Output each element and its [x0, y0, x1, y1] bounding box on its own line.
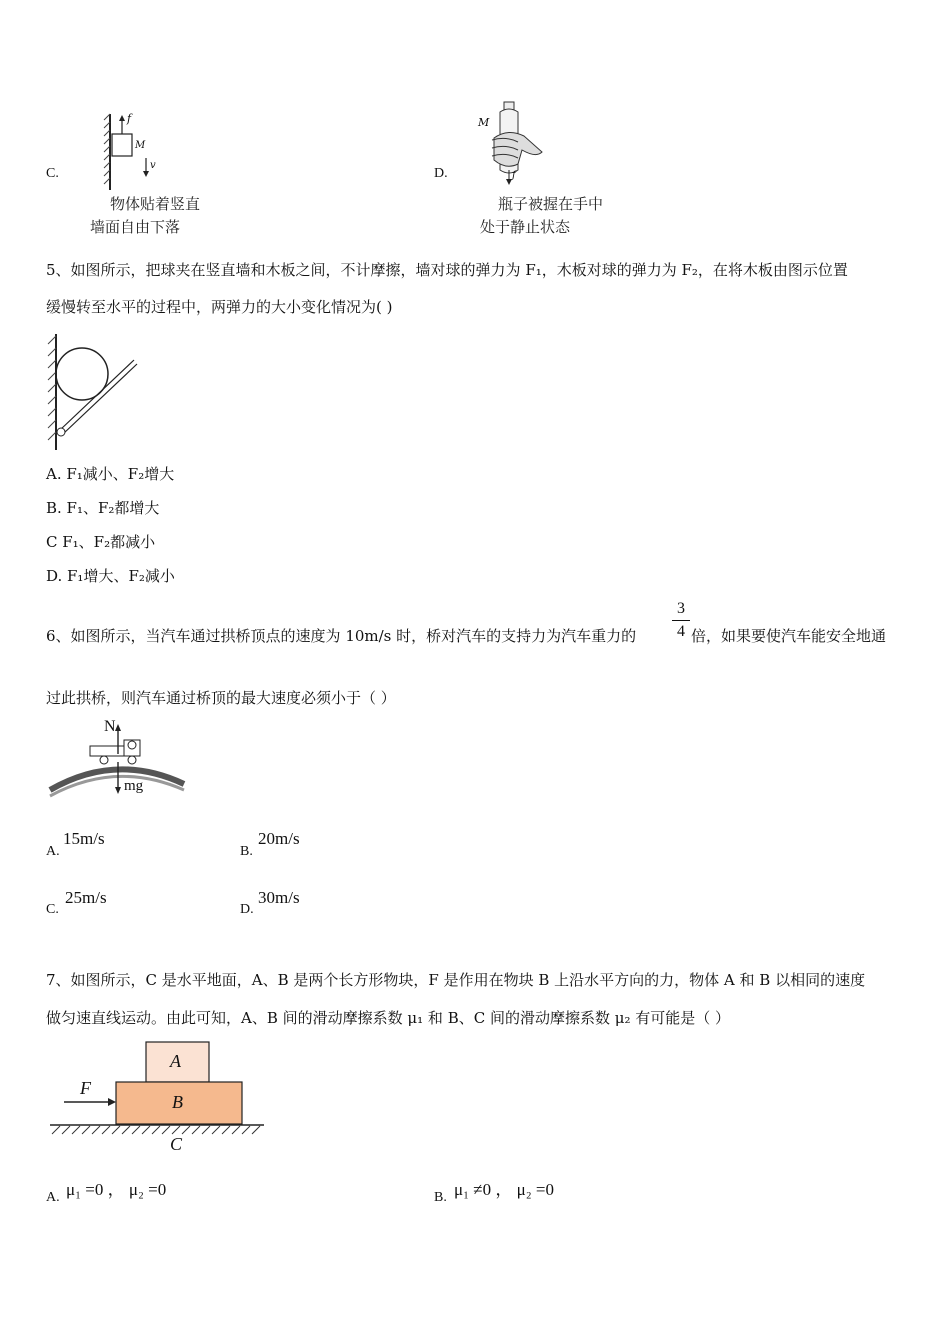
q6-option-c-label: C. — [46, 902, 59, 917]
q4-option-c-caption-1: 物体贴着竖直 — [110, 195, 201, 213]
q7-option-a-label: A. — [46, 1190, 60, 1205]
q5-option-b[interactable]: B. F₁、F₂都增大 — [46, 499, 160, 517]
q7-fig-label-b: B — [172, 1092, 183, 1112]
q5-option-d[interactable]: D. F₁增大、F₂减小 — [46, 567, 175, 585]
q7-fig-label-c: C — [170, 1134, 183, 1154]
q4-option-d-caption-1: 瓶子被握在手中 — [498, 195, 604, 213]
q5-figure-ball-wall-board — [44, 330, 140, 452]
q4-d-fig-label-m: M — [478, 116, 490, 129]
q7-option-a-value[interactable]: μ₁ =0 ， μ₂ =0 — [66, 1180, 167, 1199]
q4-option-c-figure — [100, 112, 170, 192]
q5-stem-line-2: 缓慢转至水平的过程中，两弹力的大小变化情况为( ) — [46, 298, 393, 316]
q6-stem-line-2: 过此拱桥，则汽车通过桥顶的最大速度必须小于（ ） — [46, 689, 396, 707]
q7-stem-line-1: 7、如图所示，C 是水平地面，A、B 是两个长方形物块，F 是作用在物块 B 上沿水平方向的力，物体 A 和 B 以相同的速度 — [46, 971, 866, 989]
q7-stem-line-2: 做匀速直线运动。由此可知，A、B 间的滑动摩擦系数 μ₁ 和 B、C 间的滑动摩擦系数 μ₂ 有可能是（ ） — [46, 1009, 731, 1027]
q6-fig-label-mg: mg — [124, 778, 144, 794]
q6-option-a-label: A. — [46, 844, 60, 859]
q4-option-c-caption-2: 墙面自由下落 — [90, 218, 181, 236]
q4-d-fig-label-f: f — [512, 170, 516, 181]
q4-c-fig-label-v: v — [150, 160, 156, 171]
q4-c-fig-label-f: f — [127, 112, 132, 125]
q4-option-d-figure — [478, 100, 558, 190]
q5-option-a[interactable]: A. F₁减小、F₂增大 — [46, 465, 175, 483]
q6-fig-label-n: N — [104, 718, 116, 735]
q6-fraction — [672, 600, 690, 641]
q6-option-b-label: B. — [240, 844, 253, 859]
q5-stem-line-1: 5、如图所示，把球夹在竖直墙和木板之间，不计摩擦，墙对球的弹力为 F₁，木板对球的弹力为 F₂，在将木板由图示位置 — [46, 261, 848, 279]
q6-fraction-bar — [672, 620, 690, 621]
q6-stem-line-1-after: 倍，如果要使汽车能安全地通 — [691, 627, 887, 645]
q7-option-b-value[interactable]: μ₁ ≠0 ， μ₂ =0 — [454, 1180, 554, 1199]
q6-option-d-label: D. — [240, 902, 254, 917]
q6-fraction-numerator: 3 — [677, 600, 685, 617]
q6-fraction-denominator: 4 — [677, 623, 685, 640]
q7-fig-label-a: A — [170, 1051, 181, 1071]
q7-fig-label-f: F — [80, 1078, 91, 1098]
q6-stem-line-1: 6、如图所示，当汽车通过拱桥顶点的速度为 10m/s 时，桥对汽车的支持力为汽车重力的 — [46, 627, 637, 645]
q4-option-d-caption-2: 处于静止状态 — [480, 218, 571, 236]
q6-option-c-value[interactable]: 25m/s — [65, 888, 107, 907]
q6-figure-car-on-bridge — [46, 718, 191, 800]
q6-option-a-value[interactable]: 15m/s — [63, 829, 105, 848]
q4-option-d-label: D. — [434, 166, 448, 181]
q6-option-d-value[interactable]: 30m/s — [258, 888, 300, 907]
q7-option-b-label: B. — [434, 1190, 447, 1205]
q4-option-c-label: C. — [46, 166, 59, 181]
q6-option-b-value[interactable]: 20m/s — [258, 829, 300, 848]
q4-c-fig-label-m: M — [135, 140, 146, 151]
q5-option-c[interactable]: C F₁、F₂都减小 — [46, 533, 156, 551]
